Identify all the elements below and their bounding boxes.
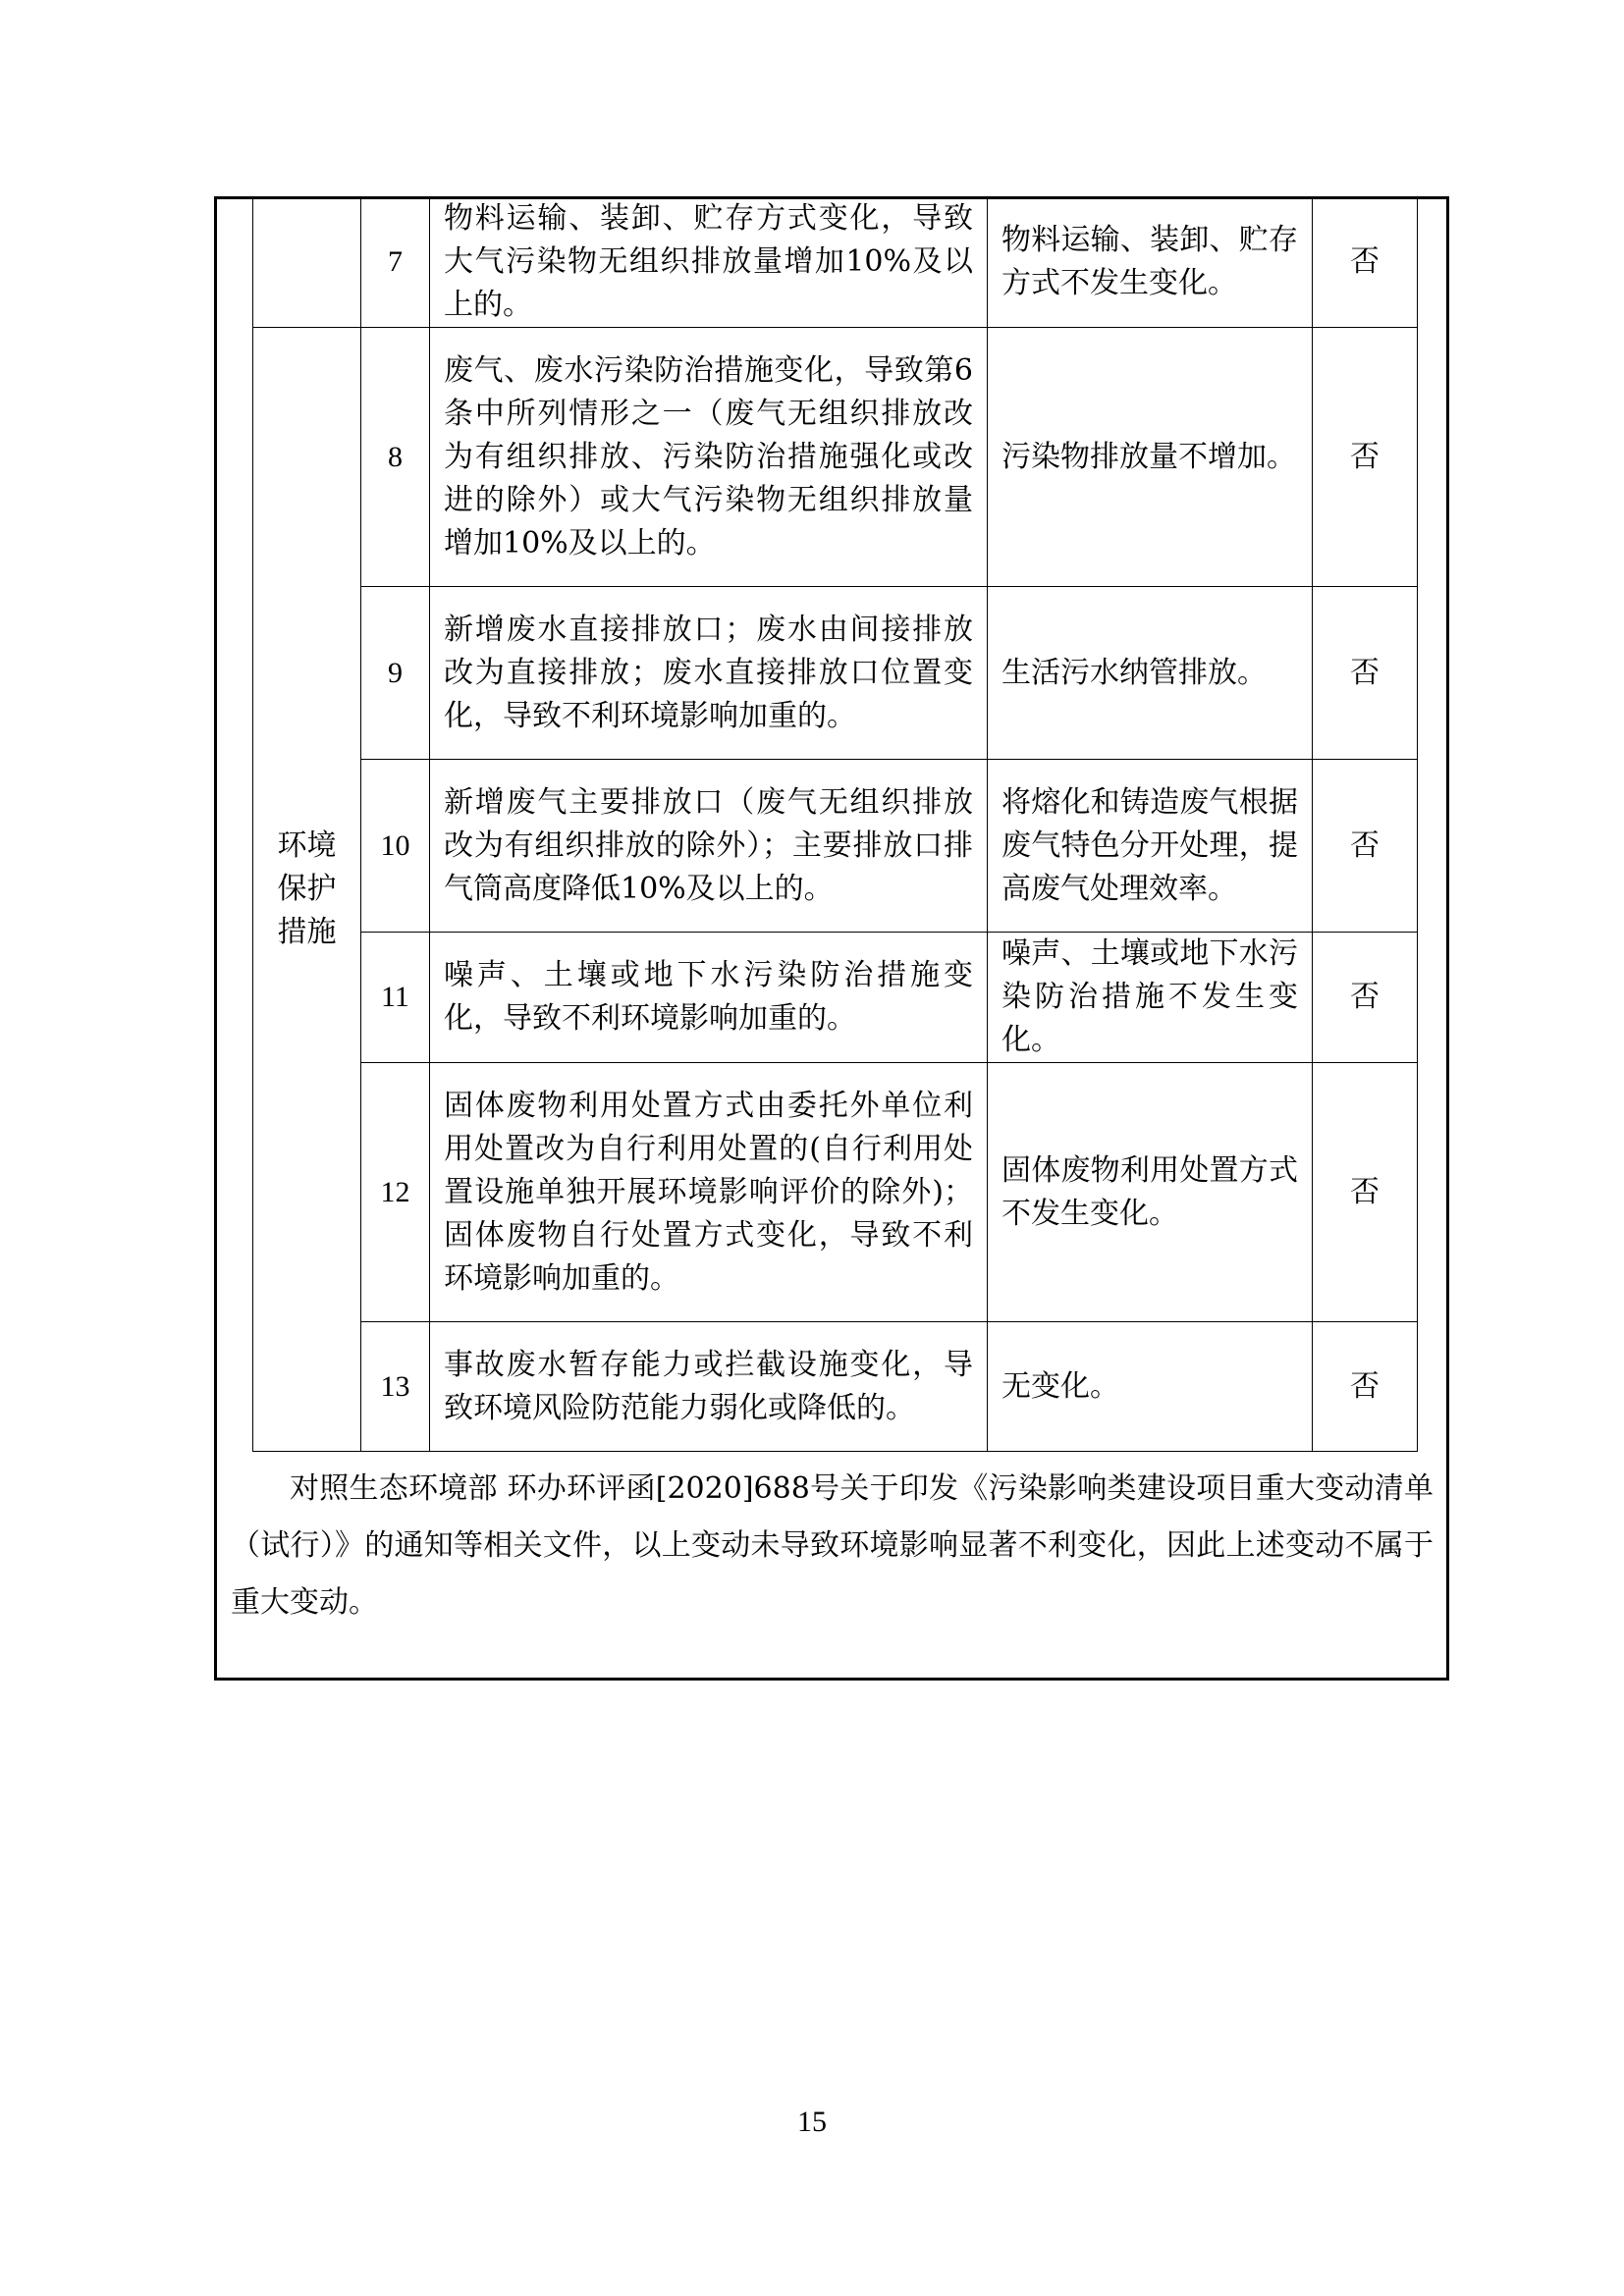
- change-table: [252, 196, 1418, 1452]
- situation-cell: 新增废气主要排放口（废气无组织排放改为有组织排放的除外）；主要排放口排气筒高度降低10%及以上的。: [430, 760, 988, 933]
- category-cell: 环境保护措施: [253, 328, 361, 1452]
- table-row: [253, 760, 1418, 933]
- actual-change-cell: 噪声、土壤或地下水污染防治措施不发生变化。: [988, 933, 1313, 1063]
- actual-change-cell: 固体废物利用处置方式不发生变化。: [988, 1063, 1313, 1322]
- table-row: [253, 587, 1418, 760]
- row-number: 8: [361, 328, 430, 587]
- table-row: [253, 328, 1418, 587]
- situation-cell: 物料运输、装卸、贮存方式变化，导致大气污染物无组织排放量增加10%及以上的。: [430, 197, 988, 328]
- actual-change-cell: 生活污水纳管排放。: [988, 587, 1313, 760]
- conclusion-paragraph: 对照生态环境部 环办环评函[2020]688号关于印发《污染影响类建设项目重大变动清单（试行）》的通知等相关文件，以上变动未导致环境影响显著不利变化，因此上述变动不属于重大变动。: [231, 1471, 1434, 1620]
- situation-cell: 事故废水暂存能力或拦截设施变化，导致环境风险防范能力弱化或降低的。: [430, 1322, 988, 1452]
- row-number: 12: [361, 1063, 430, 1322]
- category-cell-previous: [253, 197, 361, 328]
- table-row: [253, 1063, 1418, 1322]
- result-cell: 否: [1313, 933, 1418, 1063]
- actual-change-cell: 污染物排放量不增加。: [988, 328, 1313, 587]
- actual-change-cell: 将熔化和铸造废气根据废气特色分开处理，提高废气处理效率。: [988, 760, 1313, 933]
- actual-change-cell: 物料运输、装卸、贮存方式不发生变化。: [988, 197, 1313, 328]
- row-number: 7: [361, 197, 430, 328]
- result-cell: 否: [1313, 1063, 1418, 1322]
- result-cell: 否: [1313, 760, 1418, 933]
- row-number: 11: [361, 933, 430, 1063]
- table-row: [253, 1322, 1418, 1452]
- situation-cell: 固体废物利用处置方式由委托外单位利用处置改为自行利用处置的(自行利用处置设施单独开展环境影响评价的除外)；固体废物自行处置方式变化，导致不利环境影响加重的。: [430, 1063, 988, 1322]
- actual-change-cell: 无变化。: [988, 1322, 1313, 1452]
- situation-cell: 废气、废水污染防治措施变化，导致第6条中所列情形之一（废气无组织排放改为有组织排放、污染防治措施强化或改进的除外）或大气污染物无组织排放量增加10%及以上的。: [430, 328, 988, 587]
- table-row: [253, 197, 1418, 328]
- row-number: 10: [361, 760, 430, 933]
- table-row: [253, 933, 1418, 1063]
- row-number: 9: [361, 587, 430, 760]
- result-cell: 否: [1313, 1322, 1418, 1452]
- result-cell: 否: [1313, 197, 1418, 328]
- result-cell: 否: [1313, 328, 1418, 587]
- row-number: 13: [361, 1322, 430, 1452]
- situation-cell: 新增废水直接排放口；废水由间接排放改为直接排放；废水直接排放口位置变化，导致不利环境影响加重的。: [430, 587, 988, 760]
- page-number: 15: [797, 2106, 827, 2138]
- result-cell: 否: [1313, 587, 1418, 760]
- situation-cell: 噪声、土壤或地下水污染防治措施变化，导致不利环境影响加重的。: [430, 933, 988, 1063]
